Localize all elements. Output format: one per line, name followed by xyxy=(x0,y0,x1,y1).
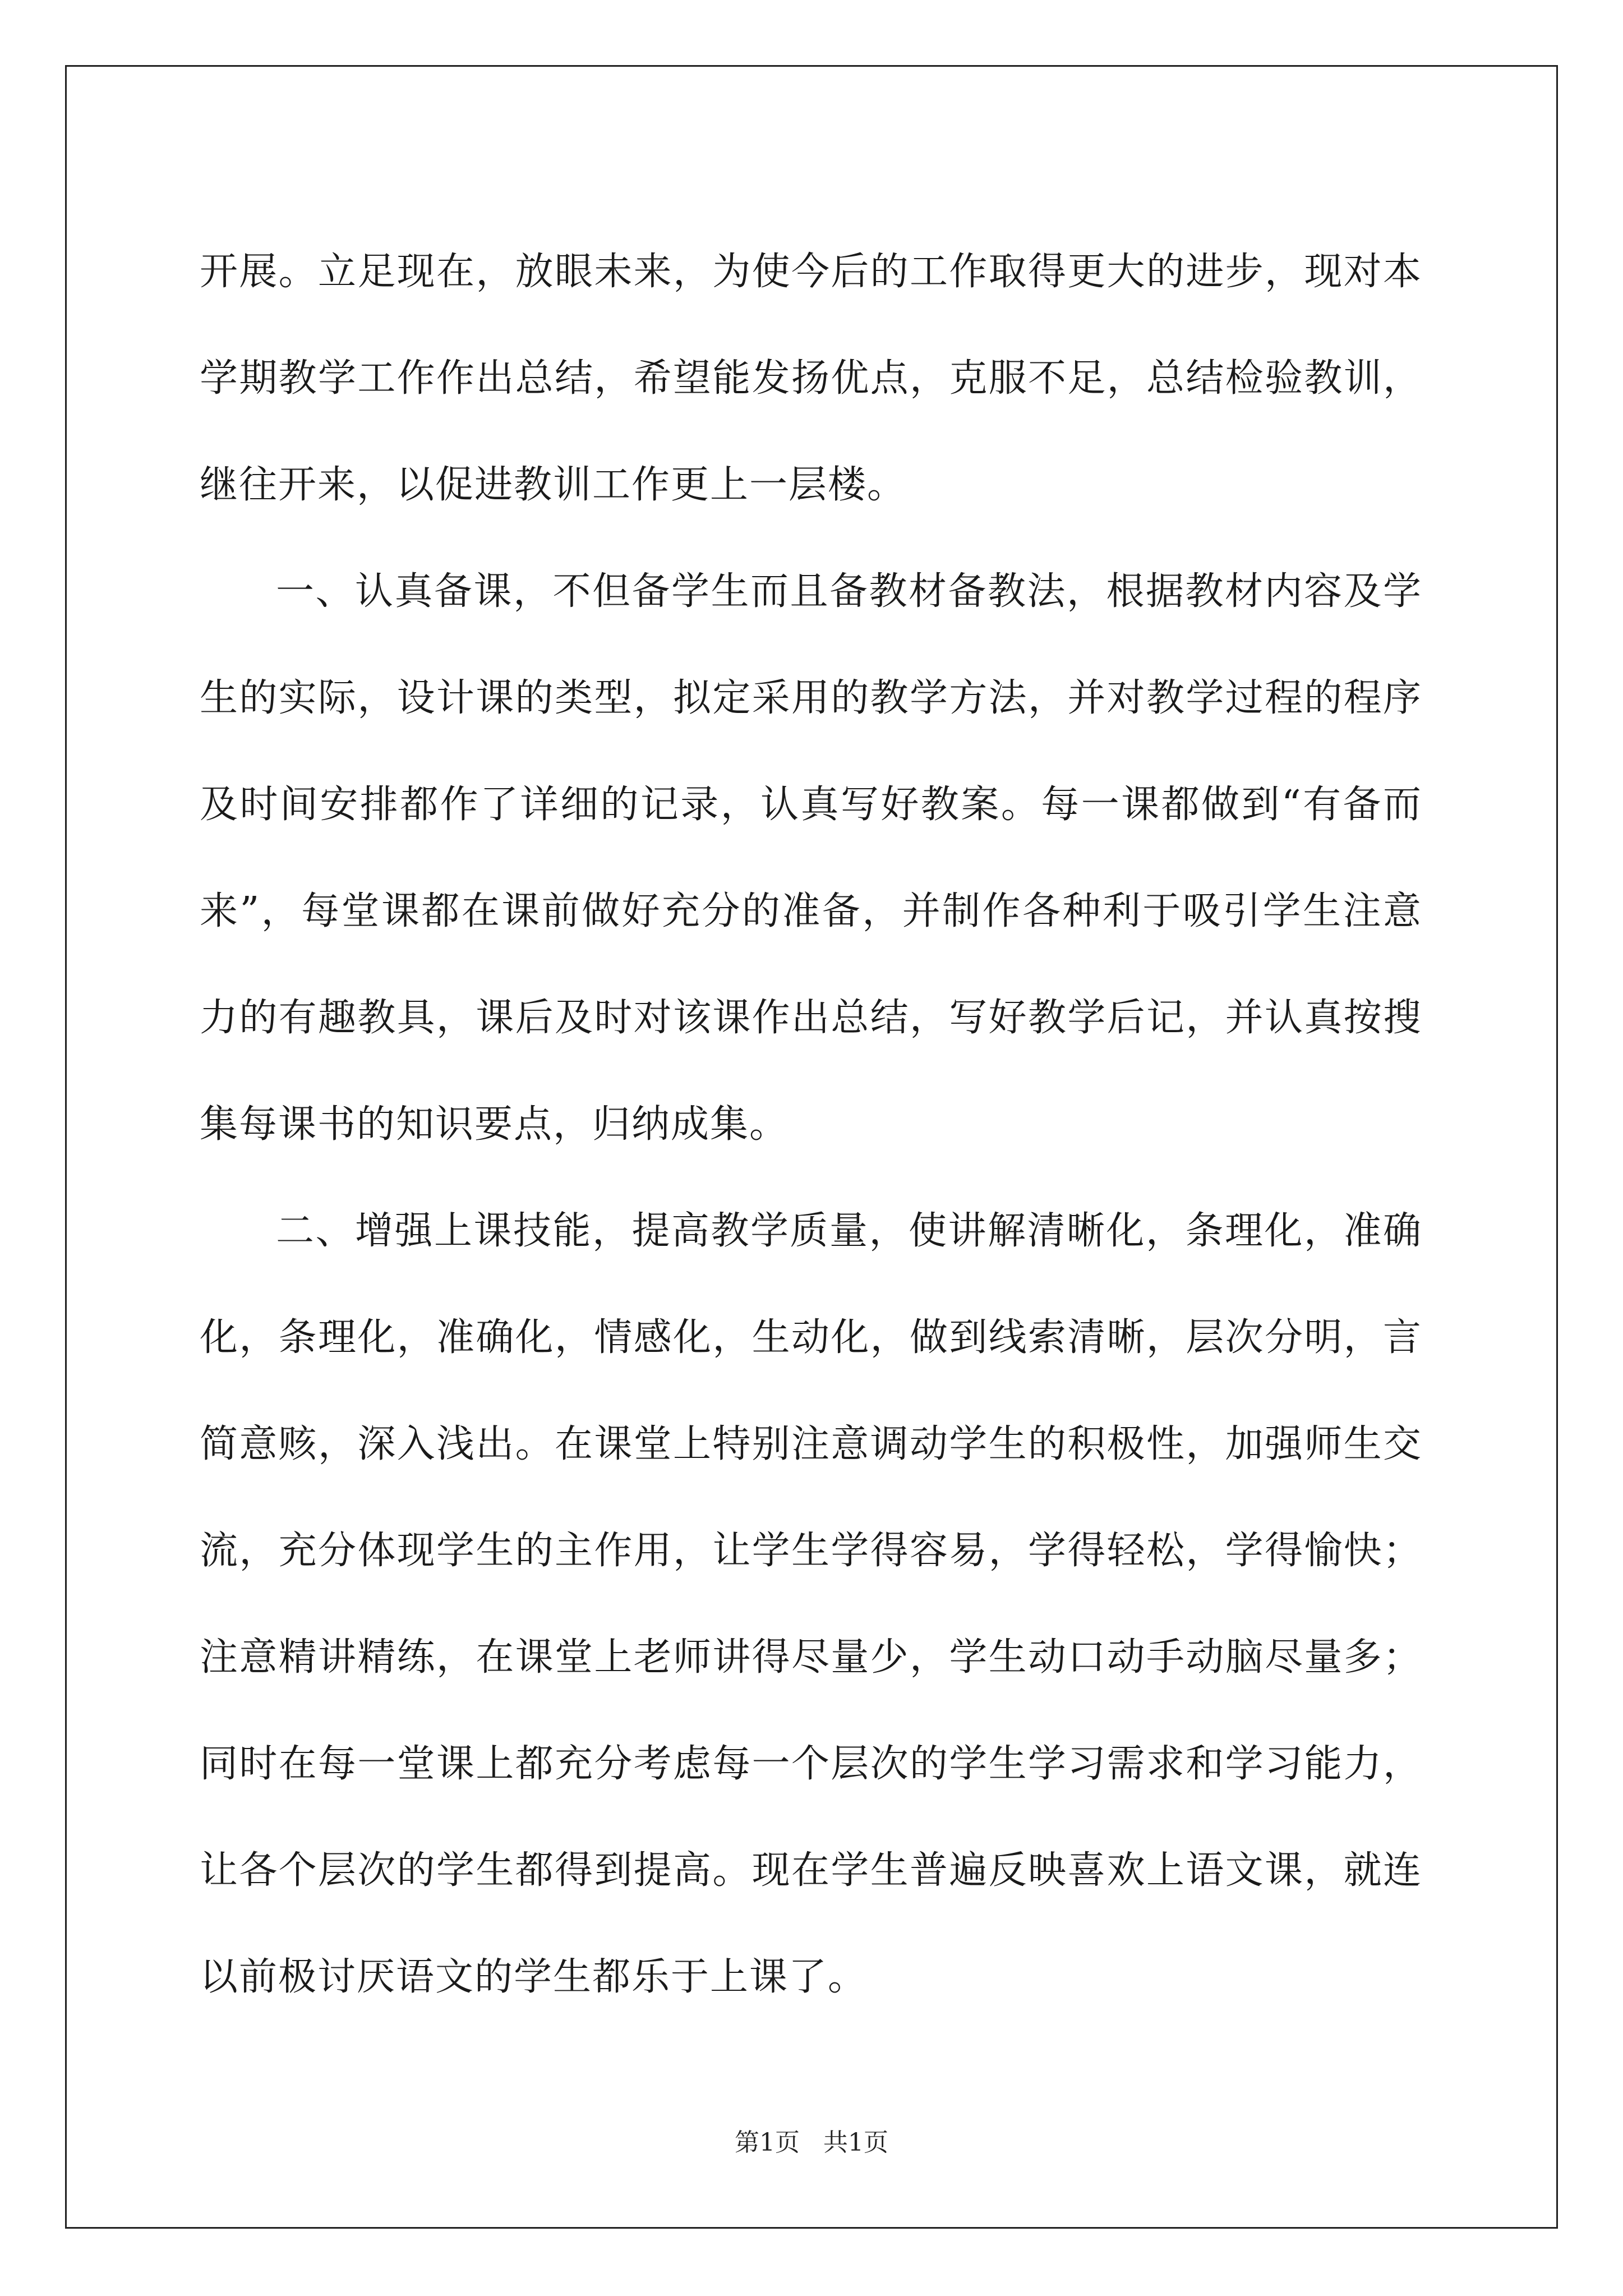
page-total: 共1页 xyxy=(823,2128,888,2157)
page-footer xyxy=(0,2126,1623,2160)
paragraph-lesson-preparation: 一、认真备课，不但备学生而且备教材备教法，根据教材内容及学生的实际，设计课的类型，拟定采用的教学方法，并对教学过程的程序及时间安排都作了详细的记录，认真写好教案。每一课都做到“有备而来”，每堂课都在课前做好充分的准备，并制作各种利于吸引学生注意力的有趣教具，课后及时对该课作出总结，写好教学后记，并认真按搜集每课书的知识要点，归纳成集。 xyxy=(200,569,1422,1147)
paragraph-teaching-skills: 二、增强上课技能，提高教学质量，使讲解清晰化，条理化，准确化，条理化，准确化，情感化，生动化，做到线索清晰，层次分明，言简意赅，深入浅出。在课堂上特别注意调动学生的积极性，加强师生交流，充分体现学生的主作用，让学生学得容易，学得轻松，学得愉快；注意精讲精练，在课堂上老师讲得尽量少，学生动口动手动脑尽量多；同时在每一堂课上都充分考虑每一个层次的学生学习需求和学习能力，让各个层次的学生都得到提高。现在学生普遍反映喜欢上语文课，就连以前极讨厌语文的学生都乐于上课了。 xyxy=(200,1209,1422,1999)
document-body xyxy=(200,219,1422,2031)
page-number: 第1页 xyxy=(735,2128,800,2157)
footer-spacer xyxy=(800,2128,823,2157)
paragraph-intro: 开展。立足现在，放眼未来，为使今后的工作取得更大的进步，现对本学期教学工作作出总结，希望能发扬优点，克服不足，总结检验教训，继往开来，以促进教训工作更上一层楼。 xyxy=(200,250,1422,507)
